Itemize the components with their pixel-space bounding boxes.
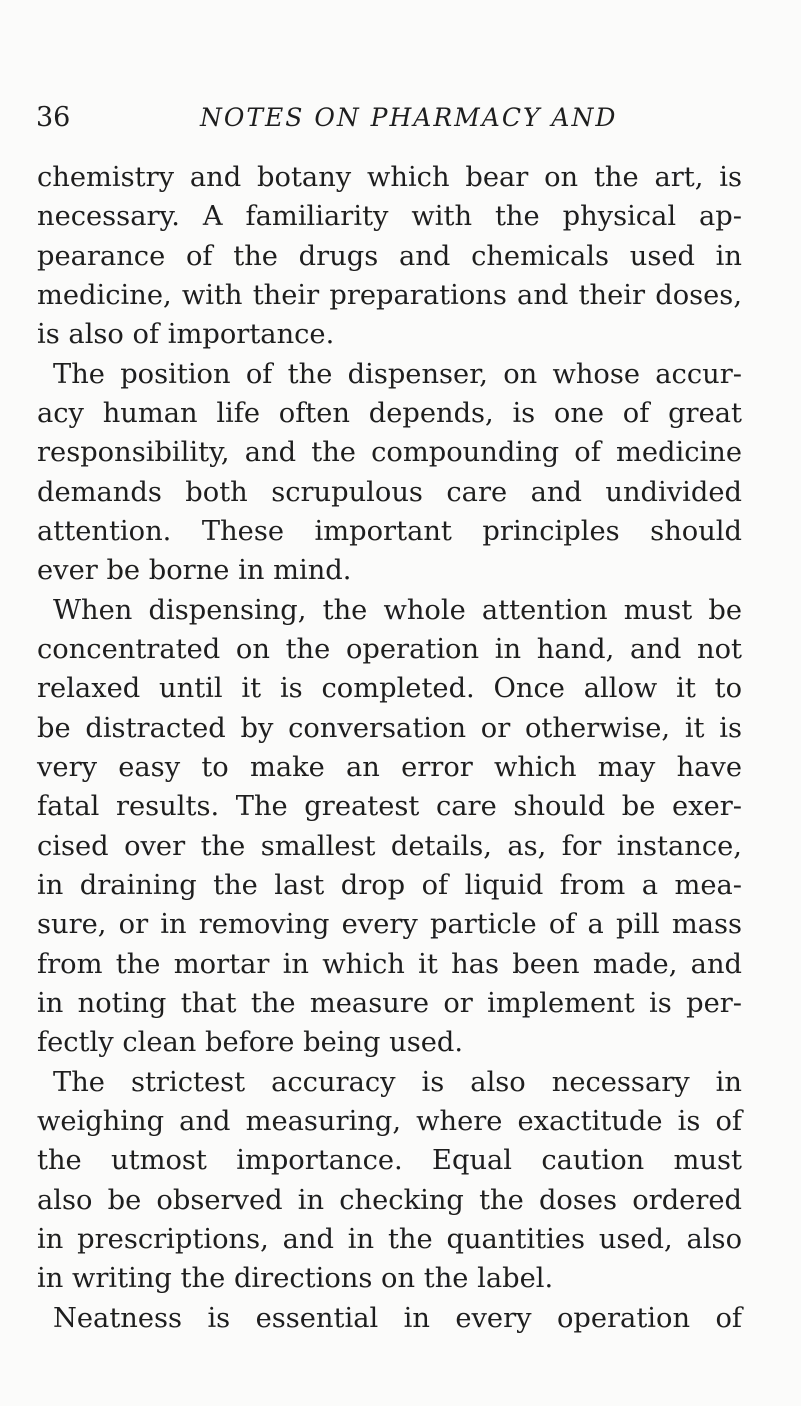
text-line: chemistry and botany which bear on the art, is (37, 162, 742, 193)
text-line: the utmost importance. Equal caution must (37, 1145, 742, 1177)
text-line: pearance of the drugs and chemicals used in (37, 240, 742, 272)
page-header (36, 100, 742, 136)
text-line: in draining the last drop of liquid from a mea- (37, 869, 742, 901)
running-head: NOTES ON PHARMACY AND (200, 103, 618, 132)
text-line: cised over the smallest details, as, for instance, (37, 830, 742, 862)
text-line: demands both scrupulous care and undivided (37, 476, 742, 508)
text-line: responsibility, and the compounding of medicine (37, 437, 742, 469)
text-line: from the mortar in which it has been made, and (37, 948, 742, 980)
text-line: concentrated on the operation in hand, and not (37, 633, 742, 665)
body-text (37, 158, 742, 1338)
text-line: fatal results. The greatest care should be exer- (37, 791, 742, 823)
text-line: very easy to make an error which may have (37, 751, 742, 783)
text-line: in noting that the measure or implement is per- (37, 987, 742, 1019)
text-line: also be observed in checking the doses ordered (37, 1184, 742, 1216)
text-line: in prescriptions, and in the quantities used, also (37, 1223, 742, 1255)
text-line: sure, or in removing every particle of a pill mass (37, 909, 742, 941)
text-line: in writing the directions on the label. (37, 1263, 554, 1295)
text-line: be distracted by conversation or otherwise, it is (37, 712, 742, 744)
text-line: When dispensing, the whole attention must be (53, 594, 742, 626)
text-line: acy human life often depends, is one of great (37, 397, 742, 429)
text-line: The strictest accuracy is also necessary in (53, 1066, 742, 1098)
text-line: weighing and measuring, where exactitude is of (37, 1105, 742, 1137)
text-line: necessary. A familiarity with the physical ap- (37, 201, 742, 233)
text-line: relaxed until it is completed. Once allow it to (37, 673, 742, 705)
text-line: fectly clean before being used. (37, 1027, 464, 1059)
text-line: Neatness is essential in every operation of (53, 1302, 742, 1334)
text-line: medicine, with their preparations and their doses, (37, 279, 742, 311)
page-number: 36 (36, 102, 71, 133)
text-line: attention. These important principles should (37, 515, 742, 547)
text-line: The position of the dispenser, on whose accur- (53, 358, 742, 390)
text-line: is also of importance. (37, 319, 335, 351)
text-line: ever be borne in mind. (37, 555, 352, 587)
